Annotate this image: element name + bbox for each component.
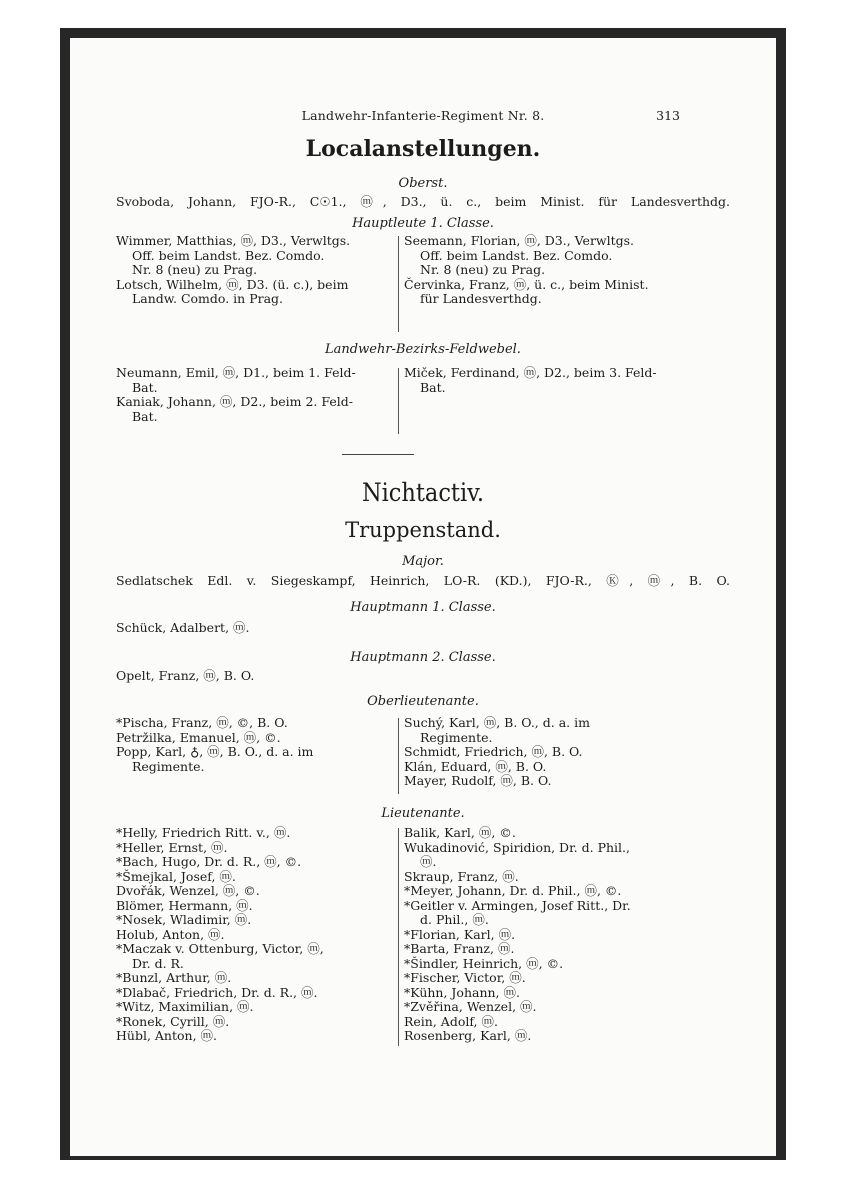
entry-line: Lotsch, Wilhelm, ⓜ, D3. (ü. c.), beim <box>116 276 349 292</box>
entry-line: Bat. <box>132 408 158 424</box>
entry-major <box>116 573 730 588</box>
entry-line: *Bunzl, Arthur, ⓜ. <box>116 970 232 985</box>
entry-text: Svoboda, Johann, FJO-R., C☉1., ⓜ, D3., ü. c., beim Minist. für Landesverthdg. <box>116 194 730 209</box>
entry-line: Dr. d. R. <box>132 955 184 971</box>
rank-label-lieutenante: Lieutenante. <box>381 806 465 821</box>
entry-line: Balik, Karl, ⓜ, ©. <box>404 825 516 840</box>
column-divider <box>398 368 399 434</box>
entry-line: Off. beim Landst. Bez. Comdo. <box>132 247 325 263</box>
rank-label-feldwebel: Landwehr-Bezirks-Feldwebel. <box>325 342 521 357</box>
entry-oberst <box>116 194 730 209</box>
entry-line: *Heller, Ernst, ⓜ. <box>116 839 228 855</box>
entry-line: Regimente. <box>132 758 205 774</box>
entry-line: Miček, Ferdinand, ⓜ, D2., beim 3. Feld- <box>404 365 657 380</box>
column-feldwebel-right <box>404 366 694 395</box>
entry-line: Nr. 8 (neu) zu Prag. <box>420 262 546 277</box>
section-title-localanstellungen: Localanstellungen. <box>305 136 541 162</box>
entry-line: Neumann, Emil, ⓜ, D1., beim 1. Feld- <box>116 365 356 380</box>
rank-label-oberlieutenante: Oberlieutenante. <box>367 694 479 709</box>
entry-line: *Šmejkal, Josef, ⓜ. <box>116 868 236 884</box>
entry-line: *Kühn, Johann, ⓜ. <box>404 984 520 1000</box>
column-hauptleute-right <box>404 234 694 307</box>
entry-line: Suchý, Karl, ⓜ, B. O., d. a. im <box>404 715 590 730</box>
entry-line: Mayer, Rudolf, ⓜ, B. O. <box>404 773 552 788</box>
page-number: 313 <box>656 108 680 123</box>
entry-line: Petržilka, Emanuel, ⓜ, ©. <box>116 729 281 745</box>
entry-line: Holub, Anton, ⓜ. <box>116 926 225 942</box>
entry-line: Skraup, Franz, ⓜ. <box>404 868 519 884</box>
entry-line: Regimente. <box>420 729 493 745</box>
entry-line: *Geitler v. Armingen, Josef Ritt., Dr. <box>404 897 631 913</box>
entry-line: *Meyer, Johann, Dr. d. Phil., ⓜ, ©. <box>404 883 622 898</box>
column-lieutenante-right <box>404 826 694 1044</box>
entry-line: Rosenberg, Karl, ⓜ. <box>404 1028 532 1043</box>
rank-label-oberst: Oberst. <box>398 176 448 191</box>
column-feldwebel-left <box>116 366 396 424</box>
entry-line: *Florian, Karl, ⓜ. <box>404 926 516 942</box>
running-title: Landwehr-Infanterie-Regiment Nr. 8. <box>301 108 545 123</box>
entry-line: *Dlabač, Friedrich, Dr. d. R., ⓜ. <box>116 984 318 1000</box>
entry-line: *Pischa, Franz, ⓜ, ©, B. O. <box>116 715 288 730</box>
rank-label-hauptleute: Hauptleute 1. Classe. <box>352 216 494 231</box>
entry-line: *Šindler, Heinrich, ⓜ, ©. <box>404 955 564 971</box>
entry-line: Červinka, Franz, ⓜ, ü. c., beim Minist. <box>404 276 649 292</box>
entry-line: Hübl, Anton, ⓜ. <box>116 1028 217 1043</box>
column-hauptleute-left <box>116 234 396 307</box>
document-page <box>70 38 776 1156</box>
column-divider <box>398 718 399 794</box>
section-separator <box>342 454 414 455</box>
entry-line: Dvořák, Wenzel, ⓜ, ©. <box>116 883 260 898</box>
rank-label-hauptmann-2: Hauptmann 2. Classe. <box>350 650 496 665</box>
entry-line: *Nosek, Wladimir, ⓜ. <box>116 912 252 927</box>
entry-line: *Witz, Maximilian, ⓜ. <box>116 999 254 1014</box>
entry-line: Bat. <box>132 379 158 395</box>
running-header <box>70 108 776 126</box>
section-subtitle-truppenstand: Truppenstand. <box>345 518 501 542</box>
entry-line: Wimmer, Matthias, ⓜ, D3., Verwltgs. <box>116 233 351 248</box>
column-divider <box>398 828 399 1046</box>
entry-line: Klán, Eduard, ⓜ, B. O. <box>404 758 547 774</box>
entry-hauptmann-1: Schück, Adalbert, ⓜ. <box>116 620 250 635</box>
entry-line: Off. beim Landst. Bez. Comdo. <box>420 247 613 263</box>
entry-line: Nr. 8 (neu) zu Prag. <box>132 262 258 277</box>
entry-line: *Bach, Hugo, Dr. d. R., ⓜ, ©. <box>116 854 302 869</box>
column-divider <box>398 236 399 332</box>
entry-line: *Ronek, Cyrill, ⓜ. <box>116 1013 230 1029</box>
entry-line: *Zvěřina, Wenzel, ⓜ. <box>404 999 537 1014</box>
section-title-nichtactiv: Nichtactiv. <box>361 478 485 507</box>
rank-label-hauptmann-1: Hauptmann 1. Classe. <box>350 600 496 615</box>
rank-label-major: Major. <box>402 554 444 569</box>
entry-line: ⓜ. <box>420 854 437 869</box>
entry-line: Bat. <box>420 379 446 395</box>
entry-line: Wukadinović, Spiridion, Dr. d. Phil., <box>404 839 630 855</box>
column-oberlieutenante-left <box>116 716 396 774</box>
entry-line: Landw. Comdo. in Prag. <box>132 291 284 306</box>
entry-line: *Barta, Franz, ⓜ. <box>404 941 515 956</box>
entry-line: für Landesverthdg. <box>420 291 542 306</box>
entry-line: Popp, Karl, ♁, ⓜ, B. O., d. a. im <box>116 744 314 759</box>
entry-line: d. Phil., ⓜ. <box>420 912 489 927</box>
entry-line: Schmidt, Friedrich, ⓜ, B. O. <box>404 744 583 759</box>
entry-line: *Fischer, Victor, ⓜ. <box>404 970 526 985</box>
entry-hauptmann-2: Opelt, Franz, ⓜ, B. O. <box>116 668 255 683</box>
entry-line: Kaniak, Johann, ⓜ, D2., beim 2. Feld- <box>116 394 353 409</box>
column-oberlieutenante-right <box>404 716 694 789</box>
entry-line: Blömer, Hermann, ⓜ. <box>116 897 253 913</box>
column-lieutenante-left <box>116 826 396 1044</box>
entry-text: Sedlatschek Edl. v. Siegeskampf, Heinrich, LO-R. (KD.), FJO-R., Ⓚ, ⓜ, B. O. <box>116 573 730 588</box>
entry-line: *Maczak v. Ottenburg, Victor, ⓜ, <box>116 941 324 956</box>
entry-line: Rein, Adolf, ⓜ. <box>404 1013 498 1029</box>
entry-line: *Helly, Friedrich Ritt. v., ⓜ. <box>116 825 291 840</box>
entry-line: Seemann, Florian, ⓜ, D3., Verwltgs. <box>404 233 635 248</box>
